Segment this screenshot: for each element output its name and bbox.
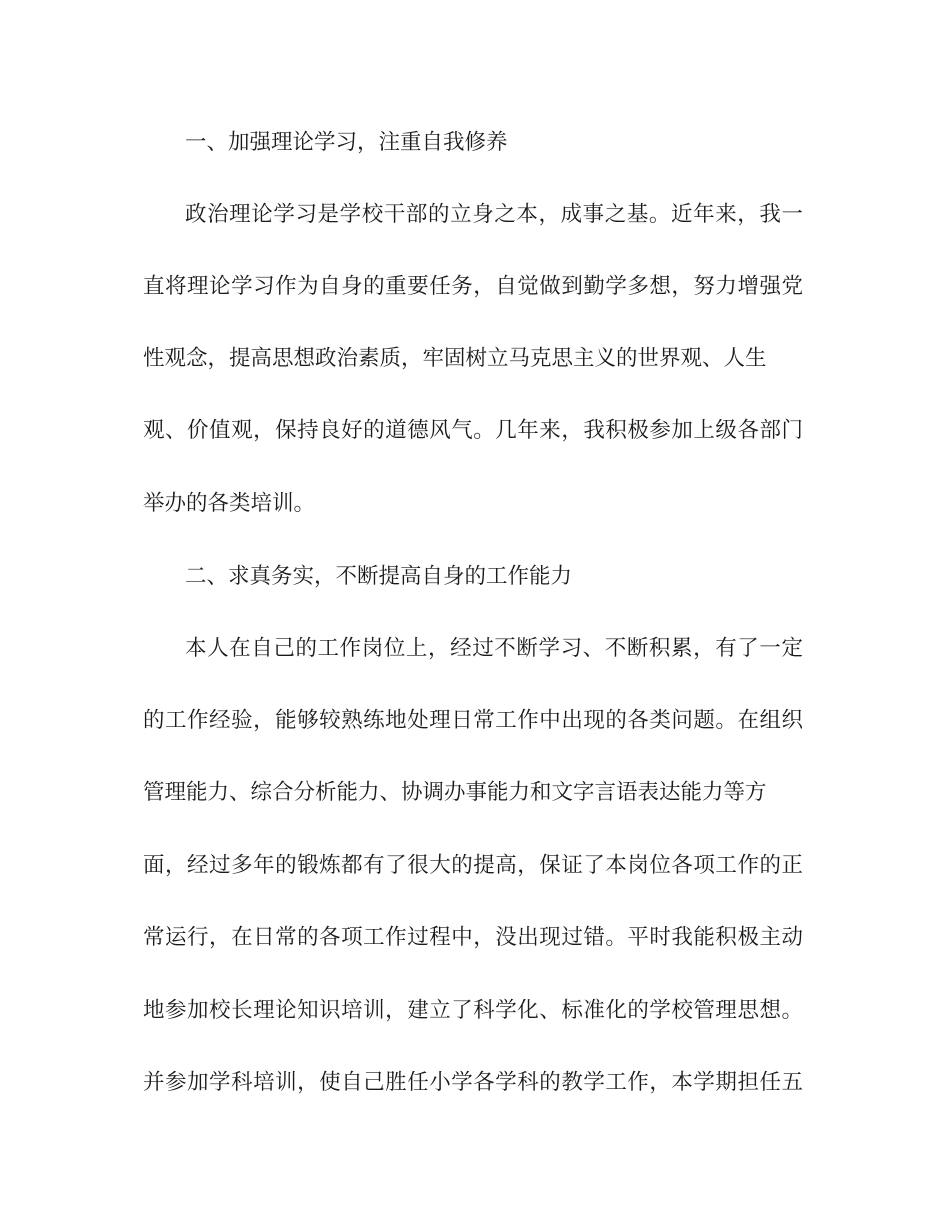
section-heading-1: 一、加强理论学习，注重自我修养 <box>185 130 508 155</box>
paragraph-line: 政治理论学习是学校干部的立身之本，成事之基。近年来，我一 <box>185 202 803 227</box>
paragraph-line: 举办的各类培训。 <box>143 491 316 516</box>
paragraph-line: 本人在自己的工作岗位上，经过不断学习、不断积累，有了一定 <box>185 636 803 661</box>
paragraph-line: 直将理论学习作为自身的重要任务，自觉做到勤学多想，努力增强党 <box>143 274 803 299</box>
section-heading-2: 二、求真务实，不断提高自身的工作能力 <box>185 564 573 589</box>
paragraph-line: 并参加学科培训，使自己胜任小学各学科的教学工作，本学期担任五 <box>143 1070 803 1095</box>
paragraph-line: 管理能力、综合分析能力、协调办事能力和文字言语表达能力等方 <box>143 780 767 805</box>
paragraph-line: 常运行，在日常的各项工作过程中，没出现过错。平时我能积极主动 <box>143 925 803 950</box>
paragraph-line: 性观念，提高思想政治素质，牢固树立马克思主义的世界观、人生 <box>143 346 767 371</box>
paragraph-line: 面，经过多年的锻炼都有了很大的提高，保证了本岗位各项工作的正 <box>143 853 803 878</box>
paragraph-line: 观、价值观，保持良好的道德风气。几年来，我积极参加上级各部门 <box>143 418 803 443</box>
paragraph-line: 的工作经验，能够较熟练地处理日常工作中出现的各类问题。在组织 <box>143 708 803 733</box>
paragraph-line: 地参加校长理论知识培训，建立了科学化、标准化的学校管理思想。 <box>143 998 803 1023</box>
